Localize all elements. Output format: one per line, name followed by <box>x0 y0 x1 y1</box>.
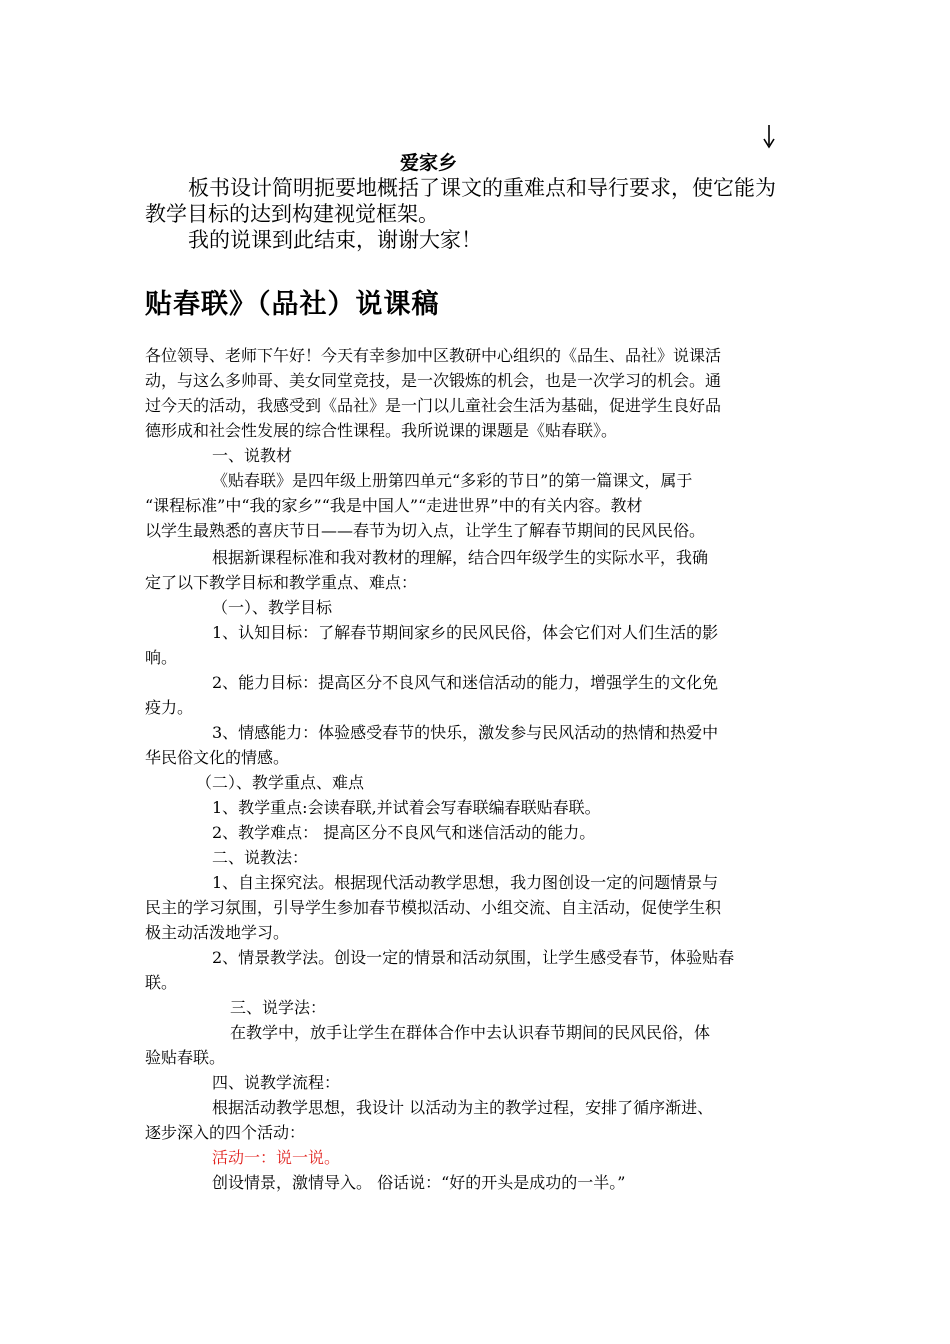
body-line: 2、情景教学法。创设一定的情景和活动氛围，让学生感受春节，体验贴春 <box>212 948 735 967</box>
section-heading: 二、说教法： <box>212 848 309 867</box>
body-line: 在教学中，放手让学生在群体合作中去认识春节期间的民风民俗，体 <box>230 1023 711 1042</box>
down-arrow-icon <box>762 124 776 150</box>
paragraph-line: 板书设计简明扼要地概括了课文的重难点和导行要求，使它能为 <box>188 176 776 200</box>
body-line: 《贴春联》是四年级上册第四单元“多彩的节日”的第一篇课文，属于 <box>212 471 693 490</box>
section-heading: 一、说教材 <box>212 446 293 465</box>
paragraph-line: 我的说课到此结束，谢谢大家！ <box>188 228 482 252</box>
paragraph-line: 教学目标的达到构建视觉框架。 <box>145 202 439 226</box>
body-line: 响。 <box>145 648 178 667</box>
body-line: 德形成和社会性发展的综合性课程。我所说课的课题是《贴春联》。 <box>145 421 618 440</box>
body-line: 过今天的活动，我感受到《品社》是一门以儿童社会生活为基础，促进学生良好品 <box>145 396 722 415</box>
body-line: 逐步深入的四个活动： <box>145 1123 306 1142</box>
body-line: 1、自主探究法。根据现代活动教学思想，我力图创设一定的问题情景与 <box>212 873 719 892</box>
body-line: 2、教学难点： 提高区分不良风气和迷信活动的能力。 <box>212 823 596 842</box>
body-line: 1、认知目标：了解春节期间家乡的民风民俗，体会它们对人们生活的影 <box>212 623 719 642</box>
section-subtitle: 爱家乡 <box>400 152 458 174</box>
activity-heading: 活动一：说一说。 <box>212 1148 341 1167</box>
body-line: 极主动活泼地学习。 <box>145 923 290 942</box>
section-heading: 四、说教学流程： <box>212 1073 341 1092</box>
body-line: “课程标准”中“我的家乡”“我是中国人”“走进世界”中的有关内容。教材 <box>145 496 643 515</box>
body-line: 2、能力目标：提高区分不良风气和迷信活动的能力，增强学生的文化免 <box>212 673 719 692</box>
body-line: 根据新课程标准和我对教材的理解，结合四年级学生的实际水平，我确 <box>212 548 709 567</box>
document-title: 贴春联》（品社）说课稿 <box>145 289 440 320</box>
body-line: 动，与这么多帅哥、美女同堂竞技，是一次锻炼的机会，也是一次学习的机会。通 <box>145 371 722 390</box>
body-line: 验贴春联。 <box>145 1048 226 1067</box>
body-line: 3、情感能力：体验感受春节的快乐，激发参与民风活动的热情和热爱中 <box>212 723 719 742</box>
body-line: 根据活动教学思想，我设计 以活动为主的教学过程，安排了循序渐进、 <box>212 1098 714 1117</box>
body-line: 民主的学习氛围，引导学生参加春节模拟活动、小组交流、自主活动，促使学生积 <box>145 898 722 917</box>
body-line: 以学生最熟悉的喜庆节日——春节为切入点，让学生了解春节期间的民风民俗。 <box>145 521 706 540</box>
section-heading: （一）、教学目标 <box>212 598 333 617</box>
body-line: 1、教学重点:会读春联,并试着会写春联编春联贴春联。 <box>212 798 601 817</box>
body-line: 疫力。 <box>145 698 194 717</box>
body-line: 华民俗文化的情感。 <box>145 748 290 767</box>
body-line: 联。 <box>145 973 178 992</box>
section-heading: 三、说学法： <box>230 998 327 1017</box>
body-line: 各位领导、老师下午好！今天有幸参加中区教研中心组织的《品生、品社》说课活 <box>145 346 722 365</box>
body-line: 创设情景，激情导入。 俗话说：“好的开头是成功的一半。” <box>212 1173 626 1192</box>
section-heading: （二）、教学重点、难点 <box>196 773 365 792</box>
body-line: 定了以下教学目标和教学重点、难点： <box>145 573 418 592</box>
